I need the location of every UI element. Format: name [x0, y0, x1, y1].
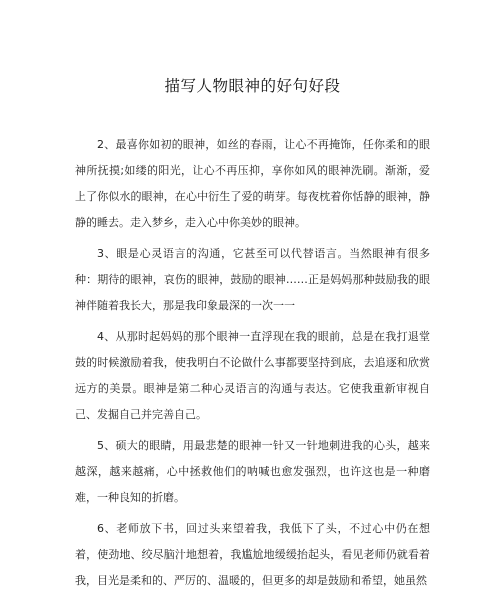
paragraph-6: 6、老师放下书，回过头来望着我，我低下了头，不过心中仍在想着，使劲地、绞尽脑汁地想着，我尴尬地缓缓抬起头，看见老师仍就看着我，目光是柔和的、严厉的、温暖的，但更多的却是鼓励和希望，她虽然	[75, 522, 430, 587]
paragraph-3: 3、眼是心灵语言的沟通，它甚至可以代替语言。当然眼神有很多种：期待的眼神，哀伤的眼神，鼓励的眼神……正是妈妈那种鼓励我的眼神伴随着我长大，那是我印象最深的一次一一	[75, 247, 430, 312]
paragraph-4: 4、从那时起妈妈的那个眼神一直浮现在我的眼前，总是在我打退堂鼓的时候激励着我，使我明白不论做什么事都要坚持到底，去追逐和欣赏远方的美景。眼神是第二种心灵语言的沟通与表达。它使我重新审视自己、发掘自己并完善自己。	[75, 330, 430, 421]
paragraph-5: 5、硕大的眼睛，用最悲楚的眼神一针又一针地刺进我的心头，越来越深，越来越痛，心中拯救他们的呐喊也愈发强烈，也许这也是一种磨难，一种良知的折磨。	[75, 439, 430, 504]
document-title: 描写人物眼神的好句好段	[164, 77, 341, 95]
paragraph-2: 2、最喜你如初的眼神，如丝的春雨，让心不再掩饰，任你柔和的眼神所抚摸;如缕的阳光，让心不再压抑，享你如风的眼神洗刷。渐渐，爱上了你似水的眼神，在心中衍生了爱的萌芽。每夜枕着你恬静的眼神，静静的睡去。走入梦乡，走入心中你美妙的眼神。	[75, 138, 430, 229]
